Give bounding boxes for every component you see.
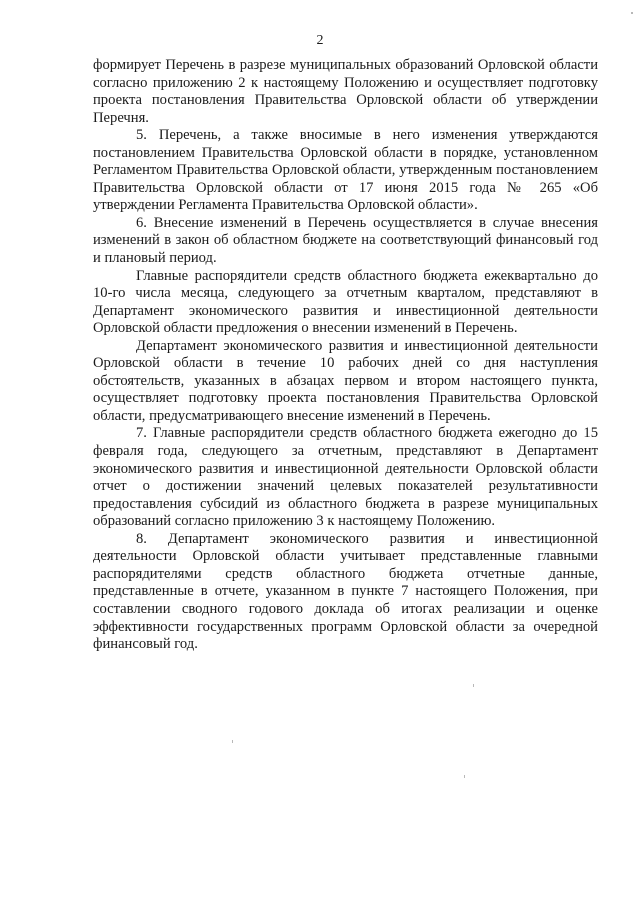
scan-speck (631, 12, 633, 14)
scan-speck (232, 740, 233, 743)
paragraph-item-8: 8. Департамент экономического развития и инвестиционной деятельности Орловской области учитывает представленные главными распорядителями средств областного бюджета отчетные данные, представленные в отчете, указанном в пункте 7 настоящего Положения, при составлении сводного годового доклада об итогах реализации и оценке эффективности государственных программ Орловской области за очередной финансовый год. (93, 530, 598, 653)
paragraph-item-6: 6. Внесение изменений в Перечень осуществляется в случае внесения изменений в закон об областном бюджете на соответствующий финансовый год и плановый период. (93, 214, 598, 267)
paragraph-quarterly-proposals: Главные распорядители средств областного бюджета ежеквартально до 10-го числа месяца, следующего за отчетным кварталом, представляют в Департамент экономического развития и инвестиционной деятельности Орловской области предложения о внесении изменений в Перечень. (93, 267, 598, 337)
scan-speck (464, 775, 465, 778)
paragraph-item-7: 7. Главные распорядители средств областного бюджета ежегодно до 15 февраля года, следующего за отчетным, представляют в Департамент экономического развития и инвестиционной деятельности Орловской области отчет о достижении значений целевых показателей результативности предоставления субсидий из областного бюджета в разрезе муниципальных образований согласно приложению 3 к настоящему Положению. (93, 425, 598, 530)
paragraph-continuation: формирует Перечень в разрезе муниципальных образований Орловской области согласно приложению 2 к настоящему Положению и осуществляет подготовку проекта постановления Правительства Орловской области об утверждении Перечня. (93, 57, 598, 126)
paragraph-department-preparation: Департамент экономического развития и инвестиционной деятельности Орловской области в течение 10 рабочих дней со дня наступления обстоятельств, указанных в абзацах первом и втором настоящего пункта, осуществляет подготовку проекта постановления Правительства Орловской области, предусматривающего внесение изменений в Перечень. (93, 337, 598, 424)
page-number: 2 (316, 33, 324, 48)
document-body (93, 57, 598, 654)
scan-speck (473, 684, 474, 687)
paragraph-item-5: 5. Перечень, а также вносимые в него изменения утверждаются постановлением Правительства Орловской области в порядке, установленном Регламентом Правительства Орловской области, утвержденным постановлением Правительства Орловской области от 17 июня 2015 года № 265 «Об утверждении Регламента Правительства Орловской области». (93, 127, 598, 214)
